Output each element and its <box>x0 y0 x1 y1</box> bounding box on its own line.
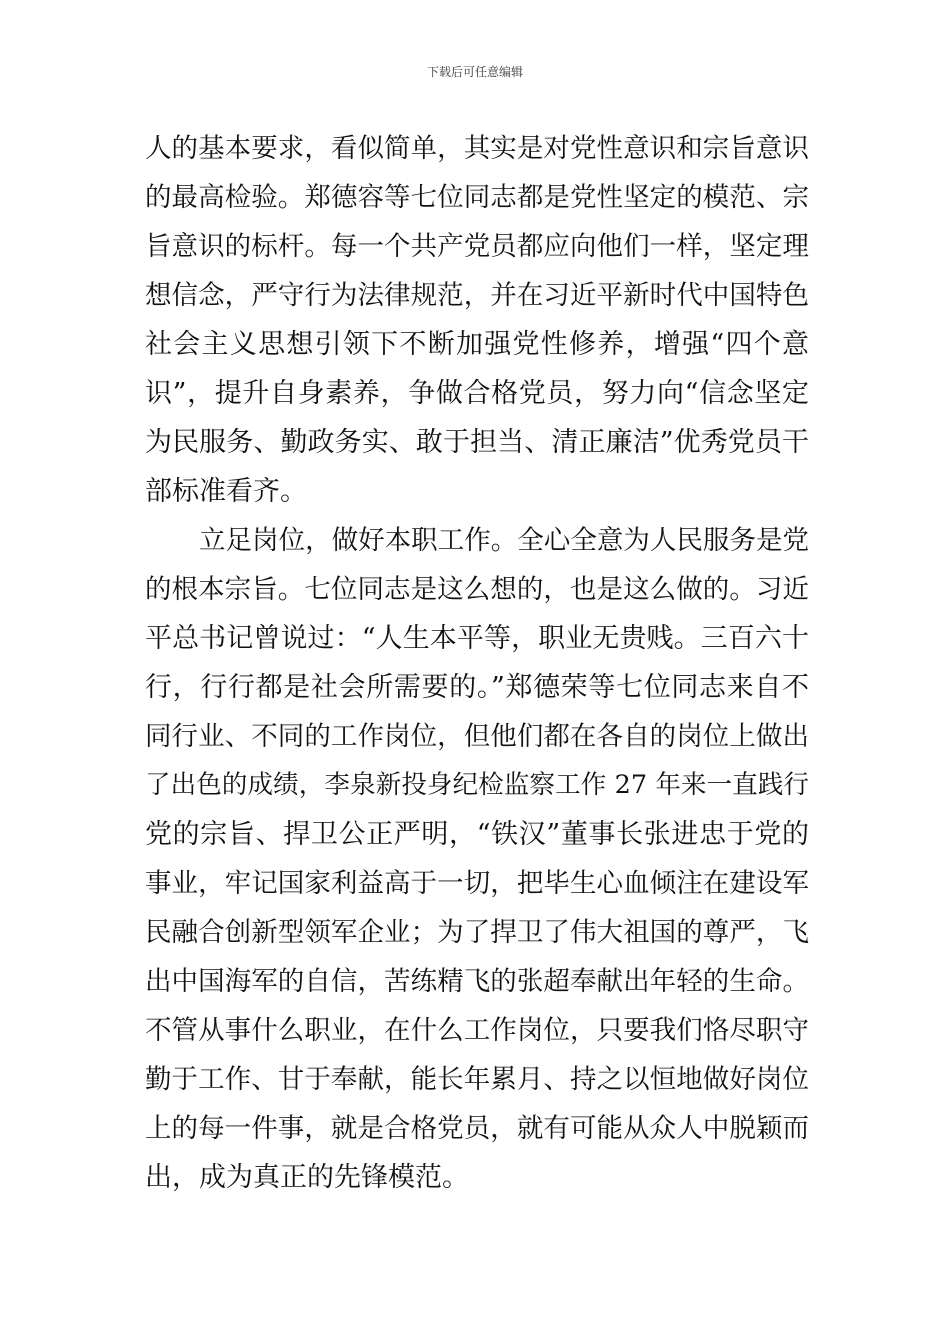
paragraph-2 <box>145 516 809 1202</box>
paragraph-line: 想信念，严守行为法律规范，并在习近平新时代中国特色 <box>145 280 809 311</box>
paragraph-line: 立足岗位，做好本职工作。全心全意为人民服务是党 <box>199 525 809 556</box>
document-body <box>145 124 809 1202</box>
paragraph-line: 党的宗旨、捍卫公正严明，“铁汉”董事长张进忠于党的 <box>145 819 809 850</box>
paragraph-line: 旨意识的标杆。每一个共产党员都应向他们一样，坚定理 <box>145 231 809 262</box>
paragraph-line: 的最高检验。郑德容等七位同志都是党性坚定的模范、宗 <box>145 182 809 213</box>
paragraph-line: 上的每一件事，就是合格党员，就有可能从众人中脱颖而 <box>145 1113 809 1144</box>
paragraph-line: 部标准看齐。 <box>145 476 307 507</box>
paragraph-line: 了出色的成绩，李泉新投身纪检监察工作 27 年来一直践行 <box>145 770 809 800</box>
paragraph-line: 民融合创新型领军企业；为了捍卫了伟大祖国的尊严，飞 <box>145 917 809 948</box>
paragraph-1 <box>145 124 809 516</box>
page-header-note: 下载后可任意编辑 <box>426 65 523 79</box>
paragraph-line: 为民服务、勤政务实、敢于担当、清正廉洁”优秀党员干 <box>145 427 809 458</box>
paragraph-line: 社会主义思想引领下不断加强党性修养，增强“四个意 <box>145 329 809 360</box>
paragraph-line: 出，成为真正的先锋模范。 <box>145 1162 469 1193</box>
paragraph-line: 行，行行都是社会所需要的。”郑德荣等七位同志来自不 <box>145 672 809 703</box>
paragraph-line: 的根本宗旨。七位同志是这么想的，也是这么做的。习近 <box>145 574 809 605</box>
paragraph-line: 人的基本要求，看似简单，其实是对党性意识和宗旨意识 <box>145 133 809 164</box>
paragraph-line: 同行业、不同的工作岗位，但他们都在各自的岗位上做出 <box>145 721 809 752</box>
paragraph-line: 事业，牢记国家利益高于一切，把毕生心血倾注在建设军 <box>145 868 809 899</box>
paragraph-line: 识”，提升自身素养，争做合格党员，努力向“信念坚定 <box>145 378 809 409</box>
paragraph-line: 勤于工作、甘于奉献，能长年累月、持之以恒地做好岗位 <box>145 1064 809 1095</box>
paragraph-line: 平总书记曾说过：“人生本平等，职业无贵贱。三百六十 <box>145 623 809 654</box>
paragraph-line: 不管从事什么职业，在什么工作岗位，只要我们恪尽职守 <box>145 1015 809 1046</box>
paragraph-line: 出中国海军的自信，苦练精飞的张超奉献出年轻的生命。 <box>145 966 809 997</box>
